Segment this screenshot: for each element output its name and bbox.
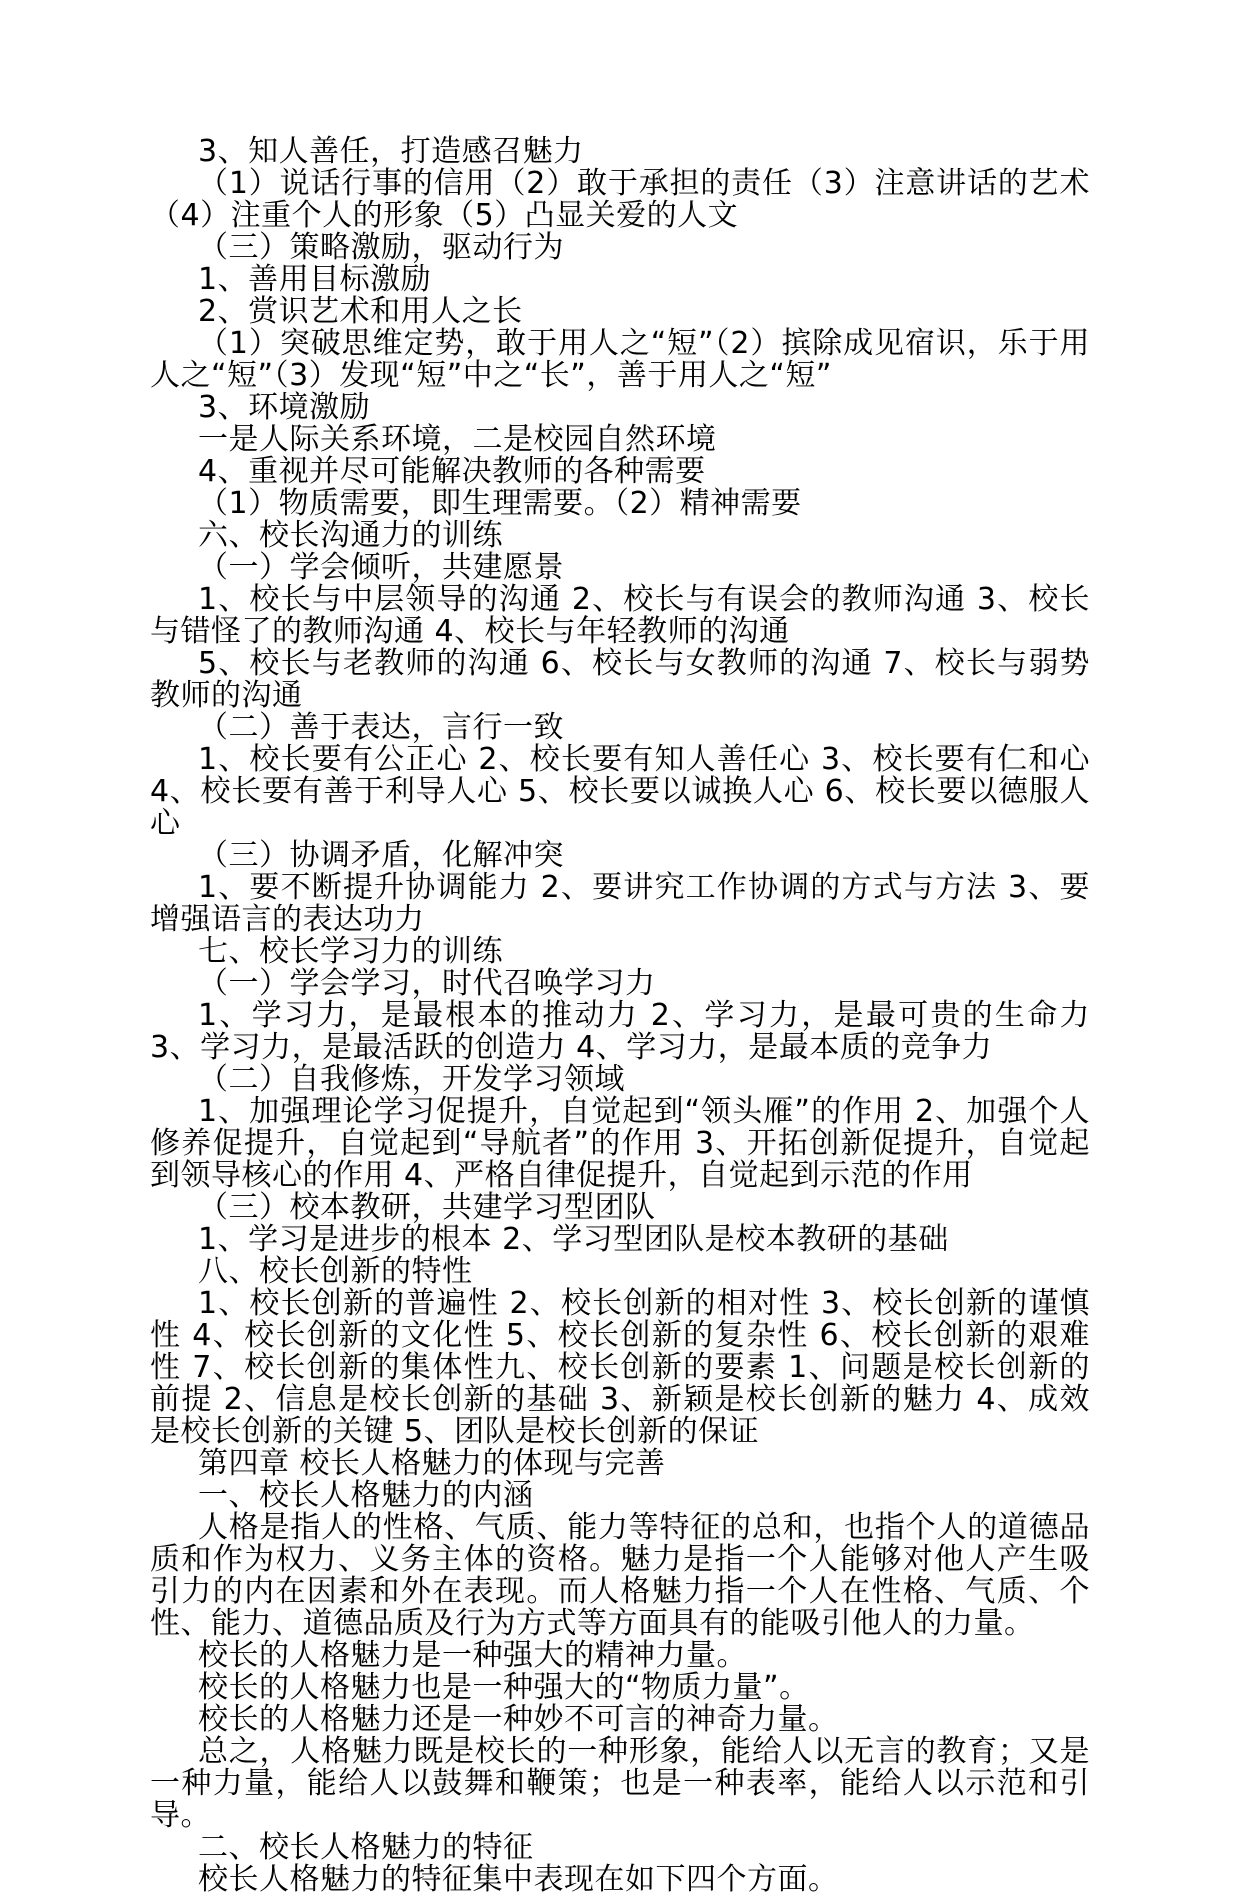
paragraph: 校长的人格魅力也是一种强大的“物质力量”。 — [198, 1670, 810, 1705]
paragraph: （三）策略激励，驱动行为 — [198, 230, 564, 265]
paragraph: 1、校长要有公正心 2、校长要有知人善任心 3、校长要有仁和心 4、校长要有善于利导人心 5、校长要以诚换人心 6、校长要以德服人心 — [150, 742, 1090, 841]
paragraph: 4、重视并尽可能解决教师的各种需要 — [198, 454, 706, 489]
paragraph: （1）说话行事的信用（2）敢于承担的责任（3）注意讲话的艺术（4）注重个人的形象（5）凸显关爱的人文 — [150, 166, 1090, 233]
paragraph: （一）学会倾听，共建愿景 — [198, 550, 564, 585]
paragraph: 3、知人善任，打造感召魅力 — [198, 134, 584, 169]
paragraph: 1、善用目标激励 — [198, 262, 432, 297]
paragraph: 一是人际关系环境，二是校园自然环境 — [198, 422, 717, 457]
paragraph: 1、要不断提升协调能力 2、要讲究工作协调的方式与方法 3、要增强语言的表达功力 — [150, 870, 1090, 937]
paragraph: （三）校本教研，共建学习型团队 — [198, 1190, 656, 1225]
paragraph: 5、校长与老教师的沟通 6、校长与女教师的沟通 7、校长与弱势教师的沟通 — [150, 646, 1090, 713]
paragraph: （1）物质需要，即生理需要。（2）精神需要 — [198, 486, 802, 521]
paragraph: 校长的人格魅力是一种强大的精神力量。 — [198, 1638, 747, 1673]
paragraph: 七、校长学习力的训练 — [198, 934, 503, 969]
document-body — [150, 136, 1090, 1896]
paragraph: 2、赏识艺术和用人之长 — [198, 294, 523, 329]
paragraph: 校长人格魅力的特征集中表现在如下四个方面。 — [198, 1862, 839, 1897]
paragraph: （二）善于表达，言行一致 — [198, 710, 564, 745]
paragraph: 六、校长沟通力的训练 — [198, 518, 503, 553]
paragraph: 1、学习力，是最根本的推动力 2、学习力，是最可贵的生命力 3、学习力，是最活跃的创造力 4、学习力，是最本质的竞争力 — [150, 998, 1090, 1065]
paragraph: 1、学习是进步的根本 2、学习型团队是校本教研的基础 — [198, 1222, 949, 1257]
paragraph: 总之，人格魅力既是校长的一种形象，能给人以无言的教育；又是一种力量，能给人以鼓舞和鞭策；也是一种表率，能给人以示范和引导。 — [150, 1734, 1090, 1833]
paragraph: 八、校长创新的特性 — [198, 1254, 473, 1289]
paragraph: 3、环境激励 — [198, 390, 371, 425]
paragraph: 第四章 校长人格魅力的体现与完善 — [198, 1446, 666, 1481]
paragraph: 1、校长创新的普遍性 2、校长创新的相对性 3、校长创新的谨慎性 4、校长创新的文化性 5、校长创新的复杂性 6、校长创新的艰难性 7、校长创新的集体性九、校长创新的要素 1、问题是校长创新的前提 2、信息是校长创新的基础 3、新颖是校长创新的魅力 4、成效是校长创新的关键 5、团队是校长创新的保证 — [150, 1286, 1090, 1449]
paragraph: （二）自我修炼，开发学习领域 — [198, 1062, 625, 1097]
paragraph: 人格是指人的性格、气质、能力等特征的总和，也指个人的道德品质和作为权力、义务主体的资格。魅力是指一个人能够对他人产生吸引力的内在因素和外在表现。而人格魅力指一个人在性格、气质、个性、能力、道德品质及行为方式等方面具有的能吸引他人的力量。 — [150, 1510, 1090, 1641]
paragraph: 1、校长与中层领导的沟通 2、校长与有误会的教师沟通 3、校长与错怪了的教师沟通 4、校长与年轻教师的沟通 — [150, 582, 1090, 649]
paragraph: 二、校长人格魅力的特征 — [198, 1830, 534, 1865]
paragraph: 1、加强理论学习促提升，自觉起到“领头雁”的作用 2、加强个人修养促提升，自觉起到“导航者”的作用 3、开拓创新促提升，自觉起到领导核心的作用 4、严格自律促提升，自觉起到示范的作用 — [150, 1094, 1090, 1193]
paragraph: 校长的人格魅力还是一种妙不可言的神奇力量。 — [198, 1702, 839, 1737]
paragraph: （一）学会学习，时代召唤学习力 — [198, 966, 656, 1001]
paragraph: （三）协调矛盾，化解冲突 — [198, 838, 564, 873]
paragraph: （1）突破思维定势，敢于用人之“短”（2）摈除成见宿识，乐于用人之“短”（3）发现“短”中之“长”，善于用人之“短” — [150, 326, 1090, 393]
paragraph: 一、校长人格魅力的内涵 — [198, 1478, 534, 1513]
